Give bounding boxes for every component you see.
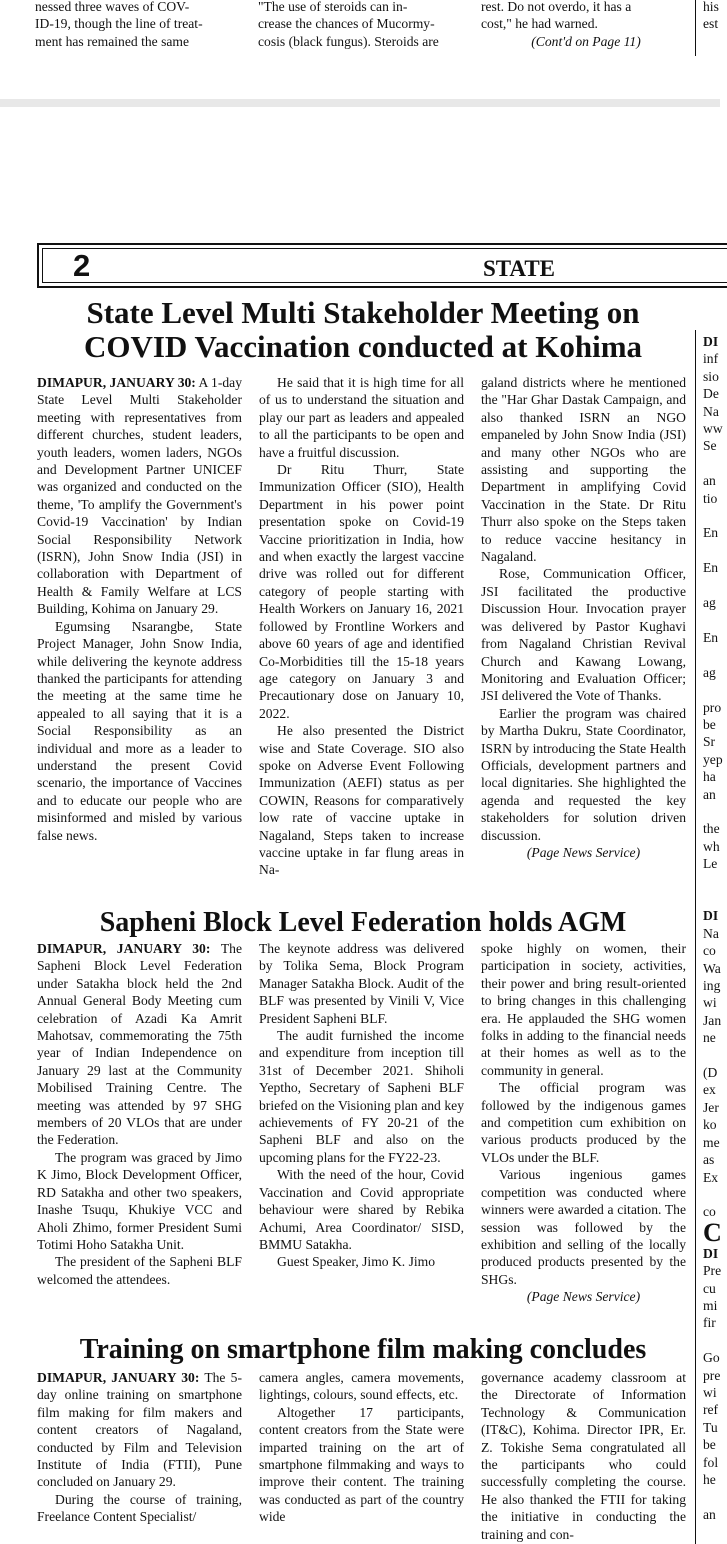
- prev-line: rest. Do not overdo, it has a: [481, 0, 632, 14]
- cut-off-line: ko: [703, 1117, 717, 1133]
- cut-off-line: an: [703, 473, 716, 489]
- page-number: 2: [73, 248, 91, 283]
- paragraph: Various ingenious games competition was conducted where winners were awarded a citation. The session was followed by the exhibition and selling of the locally produced products presented by the SHGs.: [481, 1167, 686, 1287]
- cut-off-line: me: [703, 1134, 720, 1150]
- column-rule: [695, 0, 696, 56]
- cut-off-line: Na: [703, 925, 719, 941]
- cut-off-line: ag: [703, 595, 716, 611]
- cut-off-line: cu: [703, 1280, 716, 1296]
- article-column-3: [481, 374, 686, 861]
- continued-note: (Cont'd on Page 11): [531, 33, 641, 49]
- cut-off-line: an: [703, 786, 716, 802]
- cut-off-line: [703, 507, 720, 524]
- headline-line: COVID Vaccination conducted at Kohima: [83, 329, 643, 364]
- prev-line: nessed three waves of COV-: [35, 0, 190, 14]
- paragraph: Egumsing Nsarangbe, State Project Manager, John Snow India, while delivering the keynote address thanked the participants for attending the meeting at the same time he appealed to all saying that it is a Social Responsibility as an individual and more as a leader to understand the present Covid scenario, the importance of Vaccines and to educate our people who are misinformed and misled by various false news.: [37, 618, 242, 843]
- cut-off-line: C: [703, 1217, 722, 1247]
- paragraph: The program was graced by Jimo K Jimo, Block Development Officer, RD Satakha and other two speakers, Inashe Tsuqu, Khukiye VCC and Aholi Zhimo, former President Sumi Totimi Hoho Satakha Unit.: [37, 1149, 242, 1252]
- cut-off-line: co: [703, 1204, 716, 1220]
- cut-off-line: [703, 681, 720, 698]
- paragraph: The Sapheni Block Level Federation under Satakha block held the 2nd Annual General Body Meeting cum celebration of Azadi Ka Amrit Mahotsav, commemorating the 75th year of Indian Independence on January 29 last at the Community Mobilised Training Centre. The meeting was attended by 97 SHG members of 20 VLOs that are under the Federation.: [37, 941, 242, 1148]
- prev-line: est: [703, 16, 719, 32]
- cut-off-line: Sr: [703, 734, 716, 750]
- cut-off-line: Ex: [703, 1169, 719, 1185]
- page-header-band: [37, 243, 727, 288]
- prev-col-1: [35, 0, 242, 50]
- cut-off-line: he: [703, 1472, 716, 1487]
- article-column-3: [481, 1369, 686, 1543]
- paragraph: The audit furnished the income and expenditure from inception till 31st of December 2021. Shiholi Yeptho, Secretary of Sapheni BLF briefed on the Visioning plan and key achievements of FY 20-21 of the Sapheni BLF and also on the upcoming plans for the FY22-23.: [259, 1028, 464, 1165]
- paragraph: spoke highly on women, their participation in society, activities, their power and bring result-oriented to bring changes in this challenging era. He applauded the SHG women folks in adding to the financial needs at their homes as well as to the community in general.: [481, 941, 686, 1078]
- paragraph: governance academy classroom at the Directorate of Information Technology & Communication (IT&C), Kohima. Director IPR, Er. Z. Tokishe Sema congratulated all the participants who could successfully completing the course. He also thanked the FTII for taking the initiative in conducting the training and con-: [481, 1370, 686, 1542]
- paragraph: The president of the Sapheni BLF welcomed the attendees.: [37, 1254, 242, 1287]
- paragraph: The official program was followed by the indigenous games and competition cum exhibition on various products produced by the VLOs under the BLF.: [481, 1080, 686, 1165]
- cut-off-line: ne: [703, 1030, 716, 1046]
- cut-off-line: pre: [703, 1367, 721, 1383]
- paragraph: Earlier the program was chaired by Martha Dukru, State Coordinator, ISRN by introducing the State Health Officials, development partners and local dignitaries. She highlighted the agenda and requested the key stakeholders for solution driven discussion.: [481, 705, 686, 843]
- article-headline: Sapheni Block Level Federation holds AGM: [99, 907, 627, 938]
- news-service-credit: (Page News Service): [526, 844, 641, 860]
- cut-off-line: as: [703, 1152, 715, 1168]
- headline-line: State Level Multi Stakeholder Meeting on: [86, 295, 640, 330]
- cut-off-line: DI: [703, 908, 719, 924]
- paragraph: Rose, Communication Officer, JSI facilitated the productive Discussion Hour. Invocation prayer was delivered by Pastor Kughavi from Nagaland Christian Revival Church and Kawang Lowang, Monitoring and Evaluation Officer; JSI delivered the Vote of Thanks.: [481, 566, 686, 704]
- cut-off-line: Go: [703, 1350, 720, 1366]
- prev-line: ment has remained the same: [35, 33, 190, 49]
- article-column-3: [481, 940, 686, 1306]
- cut-off-line: ing: [703, 978, 721, 994]
- cut-off-line: [703, 1186, 720, 1203]
- cut-off-line: [703, 612, 720, 629]
- article-column-1: [37, 940, 242, 1288]
- cut-off-line: ex: [703, 1082, 716, 1098]
- cut-off-line: [703, 803, 720, 820]
- cut-off-line: wh: [703, 838, 720, 854]
- cut-off-right-column: [703, 333, 723, 1523]
- section-label: STATE: [483, 256, 556, 281]
- cut-off-line: wi: [703, 1384, 717, 1400]
- dateline: DIMAPUR, JANUARY 30:: [37, 375, 196, 390]
- cut-off-line: (D: [703, 1065, 718, 1081]
- cut-off-line: Wa: [703, 960, 721, 976]
- prev-line: "The use of steroids can in-: [258, 0, 408, 14]
- paragraph: The 5-day online training on smartphone film making for film makers and content creators of Nagaland, conducted by Film and Television Institute of India (FTII), Pune concluded on January 29.: [37, 1370, 242, 1490]
- article-column-1: [37, 374, 242, 844]
- paragraph: A 1-day State Level Multi Stakeholder meeting with representatives from different churches, student leaders, youth leaders, women laders, NGOs and Development Partner UNICEF was organized and conducted on the theme, 'To amplify the Government's Covid-19 Vaccination' by Indian Social Responsibility Network (ISRN), John Snow India (JSI) in collaboration with Department of Health & Family Welfare at LCS Building, Kohima on January 29.: [37, 375, 242, 617]
- cut-off-line: an: [703, 1506, 716, 1522]
- cut-off-line: Jan: [703, 1012, 722, 1028]
- paragraph: He also presented the District wise and State Coverage. SIO also spoke on Adverse Event Following Immunization (AEFI) status as per COWIN, Reasons for comparatively low rate of vaccine uptake in Nagaland, Steps taken to increase vaccine uptake in far flung areas in Na-: [259, 723, 464, 878]
- cut-off-line: be: [703, 716, 716, 732]
- dateline: DIMAPUR, JANUARY 30:: [37, 941, 211, 956]
- cut-off-line: inf: [703, 351, 719, 367]
- cut-off-line: tio: [703, 490, 718, 506]
- article-column-2: [259, 374, 464, 879]
- paragraph: He said that it is high time for all of us to understand the situation and play our part as leaders and appealed to all the participants to be open and have a fruitful discussion.: [259, 375, 464, 460]
- cut-off-line: En: [703, 525, 719, 541]
- paragraph: Altogether 17 participants, content creators from the State were imparted training on the art of smartphone filmmaking and ways to improve their content. The training was conducted as part of the country wide: [259, 1404, 464, 1525]
- cut-off-line: co: [703, 943, 716, 959]
- cut-off-line: be: [703, 1437, 716, 1453]
- cut-off-line: DI: [703, 1245, 719, 1261]
- paragraph: Guest Speaker, Jimo K. Jimo: [277, 1254, 436, 1270]
- cut-off-line: [703, 455, 720, 472]
- cut-off-line: Jer: [703, 1099, 719, 1115]
- cut-off-line: wi: [703, 995, 717, 1011]
- cut-off-line: pro: [703, 699, 722, 715]
- paragraph: Dr Ritu Thurr, State Immunization Officer (SIO), Health Department in his power point presentation spoke on Covid-19 Vaccine prioritization in India, how and when exactly the largest vaccine drive was rolled out for different category of people starting with Health Workers on January 16, 2021 followed by Frontline Workers and above 60 years of age and identified Co-Morbidities till the 15-18 years age category on January 3 and Precautionary dose on January 10, 2022.: [259, 462, 464, 721]
- cut-off-line: fol: [703, 1454, 719, 1470]
- page-gap: [0, 99, 720, 107]
- cut-off-line: DI: [703, 334, 719, 349]
- cut-off-line: fir: [703, 1315, 716, 1331]
- prev-col-2: [258, 0, 470, 50]
- cut-off-line: [703, 646, 720, 663]
- cut-off-line: Pre: [703, 1263, 722, 1279]
- prev-line: crease the chances of Mucormy-: [258, 16, 435, 32]
- paragraph: galand districts where he mentioned the "Har Ghar Dastak Campaign, and also thanked ISRN an NGO empaneled by John Snow India (JSI) and many other NGOs who are assisting and supporting the Department in amplifying Covid Vaccination in the State. Dr Ritu Thurr also spoke on the Steps taken to reduce vaccine hesitancy in Nagaland.: [481, 375, 686, 565]
- article-column-2: [259, 1369, 464, 1526]
- cut-off-line: Se: [703, 438, 717, 454]
- cut-off-line: En: [703, 629, 719, 645]
- prev-line: cosis (black fungus). Steroids are: [258, 33, 439, 49]
- cut-off-line: ha: [703, 769, 716, 785]
- cut-off-line: [703, 577, 720, 594]
- prev-col-4: [703, 0, 720, 33]
- dateline: DIMAPUR, JANUARY 30:: [37, 1370, 200, 1385]
- cut-off-line: ag: [703, 664, 716, 680]
- cut-off-line: [703, 1488, 720, 1505]
- article-column-2: [259, 940, 464, 1271]
- paragraph: camera angles, camera movements, lightings, colours, sound effects, etc.: [259, 1370, 464, 1403]
- article-column-1: [37, 1369, 242, 1526]
- column-rule: [695, 330, 696, 1544]
- article-headline: [35, 296, 691, 364]
- cut-off-line: [703, 1332, 720, 1349]
- cut-off-line: the: [703, 821, 720, 837]
- cut-off-line: Na: [703, 403, 719, 419]
- cut-off-line: yep: [703, 751, 723, 767]
- prev-line: cost," he had warned.: [481, 16, 598, 32]
- prev-line: ID-19, though the line of treat-: [35, 16, 203, 32]
- cut-off-line: De: [703, 386, 719, 402]
- paragraph: With the need of the hour, Covid Vaccination and Covid appropriate behaviour were shared by Rebika Achumi, Area Coordinator/ SISD, BMMU Satakha.: [259, 1167, 464, 1252]
- prev-col-3: [481, 0, 691, 50]
- cut-off-line: mi: [703, 1297, 718, 1313]
- paragraph: The keynote address was delivered by Tolika Sema, Block Program Manager Satakha Block. Audit of the BLF was presented by Vinili V, Vice President Sapheni BLF.: [259, 941, 464, 1026]
- cut-off-line: sio: [703, 368, 719, 384]
- prev-line: his: [703, 0, 719, 14]
- cut-off-line: ref: [703, 1402, 719, 1418]
- cut-off-line: [703, 1047, 720, 1064]
- cut-off-line: En: [703, 560, 719, 576]
- cut-off-line: Le: [703, 856, 718, 872]
- cut-off-line: [703, 890, 720, 907]
- cut-off-line: ww: [703, 421, 723, 437]
- news-service-credit: (Page News Service): [526, 1289, 641, 1305]
- page-header-inner: [42, 248, 727, 283]
- paragraph: During the course of training, Freelance Content Specialist/: [37, 1491, 242, 1525]
- cut-off-line: [703, 873, 720, 890]
- article-headline: Training on smartphone film making concludes: [79, 1334, 647, 1365]
- cut-off-line: Tu: [703, 1419, 718, 1435]
- cut-off-line: [703, 542, 720, 559]
